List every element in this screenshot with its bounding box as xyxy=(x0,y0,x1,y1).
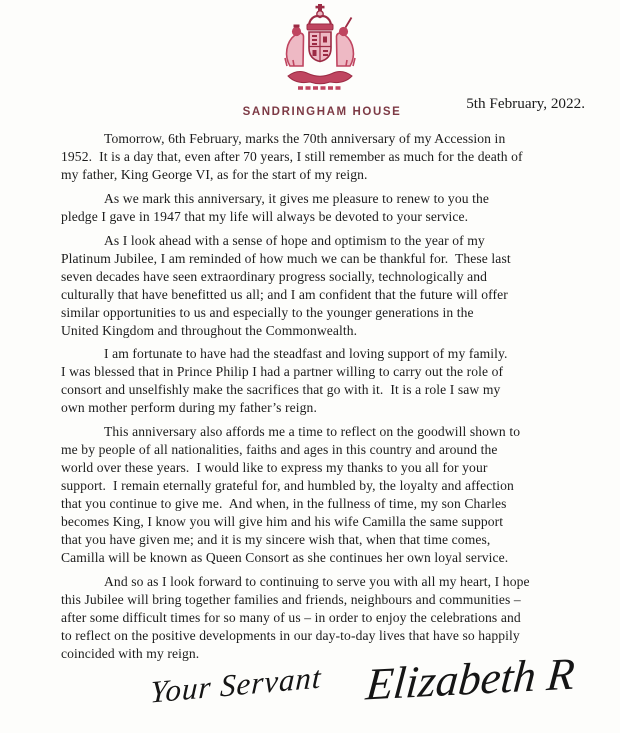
letter-body xyxy=(61,130,613,669)
letter-paragraph xyxy=(61,130,613,184)
letter-line: pledge I gave in 1947 that my life will always be devoted to your service. xyxy=(61,208,469,224)
elizabeth-r-signature: Elizabeth R xyxy=(363,648,577,710)
royal-coat-of-arms-icon xyxy=(272,4,368,94)
letter-line: United Kingdom and throughout the Commonwealth. xyxy=(61,322,358,338)
letter-date: 5th February, 2022. xyxy=(466,95,585,112)
letter-line: This anniversary also affords me a time to reflect on the goodwill shown to xyxy=(104,424,521,440)
letter-line: after some difficult times for so many of us – in order to enjoy the celebrations and xyxy=(61,609,521,625)
letter-line: I was blessed that in Prince Philip I had a partner willing to carry out the role of xyxy=(61,364,504,380)
letter-line: culturally that have benefitted us all; and I am confident that the future will offer xyxy=(61,286,508,302)
letter-line: I am fortunate to have had the steadfast and loving support of my family. xyxy=(104,346,508,362)
letter-line: world over these years. I would like to express my thanks to you all for your xyxy=(61,460,488,476)
motto-banner xyxy=(288,72,352,84)
letter-line: similar opportunities to us and especially to the younger generations in the xyxy=(61,304,474,320)
letter-line: that you have given me; and it is my sincere wish that, when that time comes, xyxy=(61,532,491,548)
letter-line: me by people of all nationalities, faiths and ages in this country and around the xyxy=(61,442,498,458)
letter-line: consort and unselfishly make the sacrifices that go with it. It is a role I saw my xyxy=(61,382,501,398)
letter-line: this Jubilee will bring together families and friends, neighbours and communities – xyxy=(61,591,521,607)
letter-paragraph xyxy=(61,423,613,567)
lion-supporter xyxy=(287,33,304,66)
letter-line: And so as I look forward to continuing to serve you with all my heart, I hope xyxy=(104,573,530,589)
unicorn-supporter xyxy=(336,33,353,66)
letter-line: becomes King, I know you will give him and his wife Camilla the same support xyxy=(61,514,504,530)
letter-paragraph xyxy=(61,190,613,226)
letter-line: Camilla will be known as Queen Consort as she continues her own loyal service. xyxy=(61,550,509,566)
letter-line: support. I remain eternally grateful for, and humbled by, the loyalty and affection xyxy=(61,478,514,494)
letter-line: own mother perform during my father’s reign. xyxy=(61,400,317,416)
letter-line: Platinum Jubilee, I am reminded of how much we can be thankful for. These last xyxy=(61,250,511,266)
letter-line: coincided with my reign. xyxy=(61,645,200,661)
letter-line: As I look ahead with a sense of hope and optimism to the year of my xyxy=(104,232,485,248)
letter-line: that you continue to give me. And when, in the fullness of time, my son Charles xyxy=(61,496,507,512)
valediction-handwriting: Your Servant xyxy=(149,659,323,710)
letter-paragraph xyxy=(61,232,613,340)
letter-line: seven decades have seen extraordinary progress socially, technologically and xyxy=(61,268,488,284)
letter-paragraph xyxy=(61,345,613,417)
letter-line: As we mark this anniversary, it gives me pleasure to renew to you the xyxy=(104,190,490,206)
letterhead-title: SANDRINGHAM HOUSE xyxy=(242,106,402,118)
letter-line: 1952. It is a day that, even after 70 years, I still remember as much for the death of xyxy=(61,149,523,164)
letter-line: to reflect on the positive developments in our day-to-day lives that have so happily xyxy=(61,627,520,643)
letter-line: my father, King George VI, as for the start of my reign. xyxy=(61,167,368,182)
letter-line: Tomorrow, 6th February, marks the 70th anniversary of my Accession in xyxy=(104,131,506,146)
